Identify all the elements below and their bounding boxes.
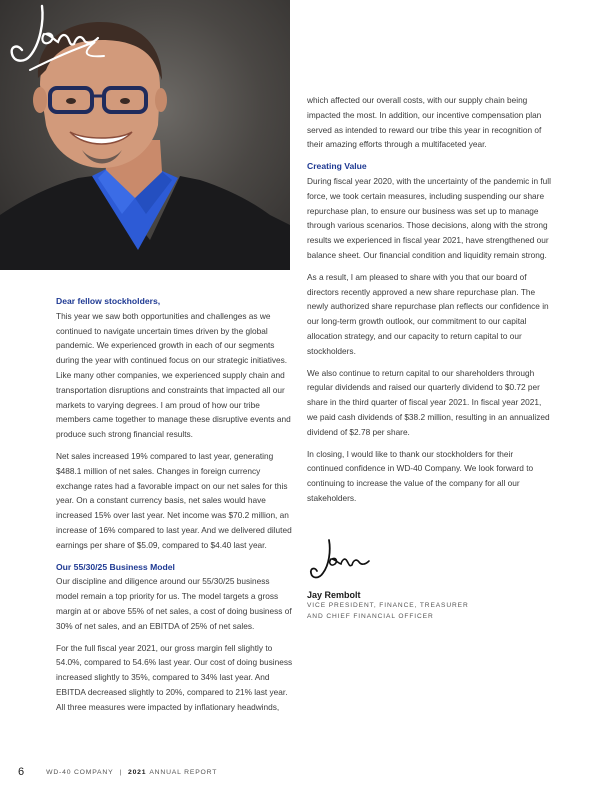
business-model-paragraph-2: For the full fiscal year 2021, our gross margin fell slightly to 54.0%, compared to 54.6% last year. Our cost of doing business increased slightly to 35%, compared to 34% last year. And EBITDA decreased slightly to 20%, compared to 21% last year. All three measures were impacted by inflationary headwinds, <box>56 642 293 712</box>
intro-paragraph-1: This year we saw both opportunities and challenges as we continued to navigate uncertain times driven by the global pandemic. We experienced growth in each of our segments during the year with continued focus on our strategic initiatives. Like many other companies, we experienced supply chain and transportation disruptions and constraints that impacted all our markets to varying degrees. I am proud of how our tribe members came together to manage these disruptive events and produce such strong financial results. <box>56 310 291 440</box>
footer-year: 2021 <box>128 768 147 776</box>
page-number: 6 <box>18 766 25 778</box>
executive-portrait-photo <box>0 0 290 270</box>
right-text-column <box>307 93 551 513</box>
creating-value-paragraph-1: During fiscal year 2020, with the uncertainty of the pandemic in full force, we took certain measures, including suspending our share repurchase plan, to ensure our business was set up to manage through various scenarios. Those decisions, along with the strong results we experienced in fiscal year 2021, have strengthened our balance sheet. Our financial condition and liquidity remain strong. <box>307 175 551 260</box>
salutation-heading: Dear fellow stockholders, <box>56 296 161 306</box>
creating-value-heading: Creating Value <box>307 161 367 172</box>
footer-separator: | <box>119 768 123 776</box>
signer-title-line-2: AND CHIEF FINANCIAL OFFICER <box>307 613 434 620</box>
signer-title-line-1: VICE PRESIDENT, FINANCE, TREASURER <box>307 602 469 609</box>
left-text-column <box>56 294 294 722</box>
creating-value-paragraph-3: We also continue to return capital to our shareholders through regular dividends and raised our quarterly dividend to $0.72 per share in the third quarter of fiscal year 2021. In fiscal year 2021, we paid cash dividends of $38.2 million, resulting in an annualized dividend of $2.78 per share. <box>307 367 550 437</box>
signer-name: Jay Rembolt <box>307 590 361 600</box>
footer-company: WD-40 COMPANY <box>46 768 114 776</box>
footer-report: ANNUAL REPORT <box>149 768 218 776</box>
business-model-heading: Our 55/30/25 Business Model <box>56 561 175 572</box>
creating-value-paragraph-2: As a result, I am pleased to share with you that our board of directors recently approved a new share repurchase plan. The newly authorized share repurchase plan reflects our confidence in our long-term growth outlook, our commitment to our capital allocation strategy, and our capacity to return capital to our stockholders. <box>307 271 549 356</box>
intro-paragraph-2: Net sales increased 19% compared to last year, generating $488.1 million of net sales. Changes in foreign currency exchange rates had a favorable impact on our net sales for this year. On a constant currency basis, net sales would have increased 15% over last year. Net income was $70.2 million, an increase of 16% compared to last year. And we delivered diluted earnings per share of $5.09, compared to $4.40 last year. <box>56 450 292 550</box>
signature-block <box>307 537 557 622</box>
closing-paragraph: In closing, I would like to thank our stockholders for their continued confidence in WD-40 Company. We look forward to continuing to increase the value of the company for all our stakeholders. <box>307 448 534 503</box>
continuation-paragraph: which affected our overall costs, with our supply chain being impacted the most. In addition, our incentive compensation plan served as intended to reward our tribe this year in recognition of their amazing efforts through a multifaceted year. <box>307 95 542 150</box>
business-model-paragraph-1: Our discipline and diligence around our 55/30/25 business model remain a top priority for us. The model targets a gross margin at or above 55% of net sales, a cost of doing business of 30% of net sales, and an EBITDA of 25% of net sales. <box>56 576 292 631</box>
signature-on-photo <box>0 0 115 75</box>
handwritten-signature <box>307 537 377 583</box>
page-footer <box>18 766 217 778</box>
